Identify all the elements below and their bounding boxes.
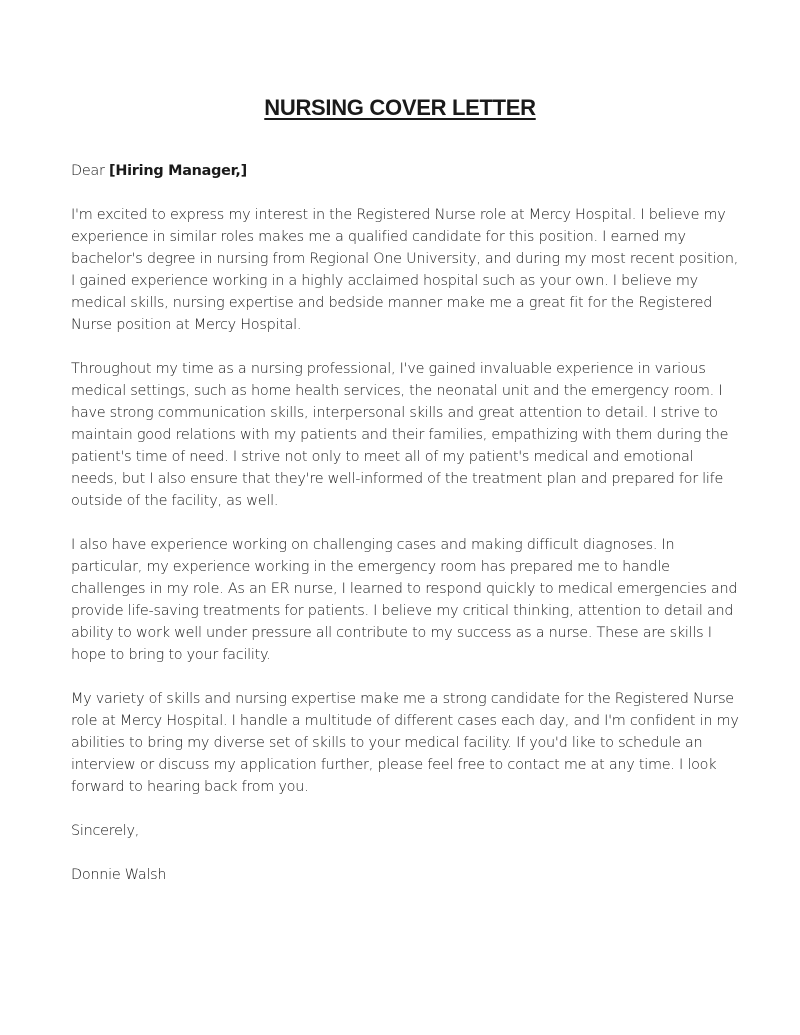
closing: Sincerely, bbox=[71, 823, 140, 839]
page-title-text: NURSING COVER LETTER bbox=[264, 95, 536, 120]
paragraph-4: My variety of skills and nursing expertise make me a strong candidate for the Registered Nurse role at Mercy Hospital. I handle a multitude of different cases each day, and I'm confident in my abilities to bring my diverse set of skills to your medical facility. If you'd like to schedule an interview or discuss my application further, please feel free to contact me at any time. I look forward to hearing back from you. bbox=[71, 691, 739, 795]
signature: Donnie Walsh bbox=[71, 867, 167, 883]
paragraph-2: Throughout my time as a nursing professional, I've gained invaluable experience in various medical settings, such as home health services, the neonatal unit and the emergency room. I have strong communication skills, interpersonal skills and great attention to detail. I strive to maintain good relations with my patients and their families, empathizing with them during the patient's time of need. I strive not only to meet all of my patient's medical and emotional needs, but I also ensure that they're well-informed of the treatment plan and prepared for life outside of the facility, as well. bbox=[71, 361, 729, 509]
paragraph-1: I'm excited to express my interest in the Registered Nurse role at Mercy Hospital. I believe my experience in similar roles makes me a qualified candidate for this position. I earned my bachelor's degree in nursing from Regional One University, and during my most recent position, I gained experience working in a highly acclaimed hospital such as your own. I believe my medical skills, nursing expertise and bedside manner make me a great fit for the Registered Nurse position at Mercy Hospital. bbox=[71, 207, 739, 333]
page-title bbox=[0, 95, 800, 121]
paragraph-3: I also have experience working on challenging cases and making difficult diagnoses. In particular, my experience working in the emergency room has prepared me to handle challenges in my role. As an ER nurse, I learned to respond quickly to medical emergencies and provide life-saving treatments for patients. I believe my critical thinking, attention to detail and ability to work well under pressure all contribute to my success as a nurse. These are skills I hope to bring to your facility. bbox=[71, 537, 738, 663]
salutation-recipient: [Hiring Manager,] bbox=[109, 163, 247, 179]
salutation-greeting: Dear bbox=[71, 163, 105, 179]
salutation bbox=[71, 160, 741, 182]
letter-body bbox=[71, 160, 741, 908]
